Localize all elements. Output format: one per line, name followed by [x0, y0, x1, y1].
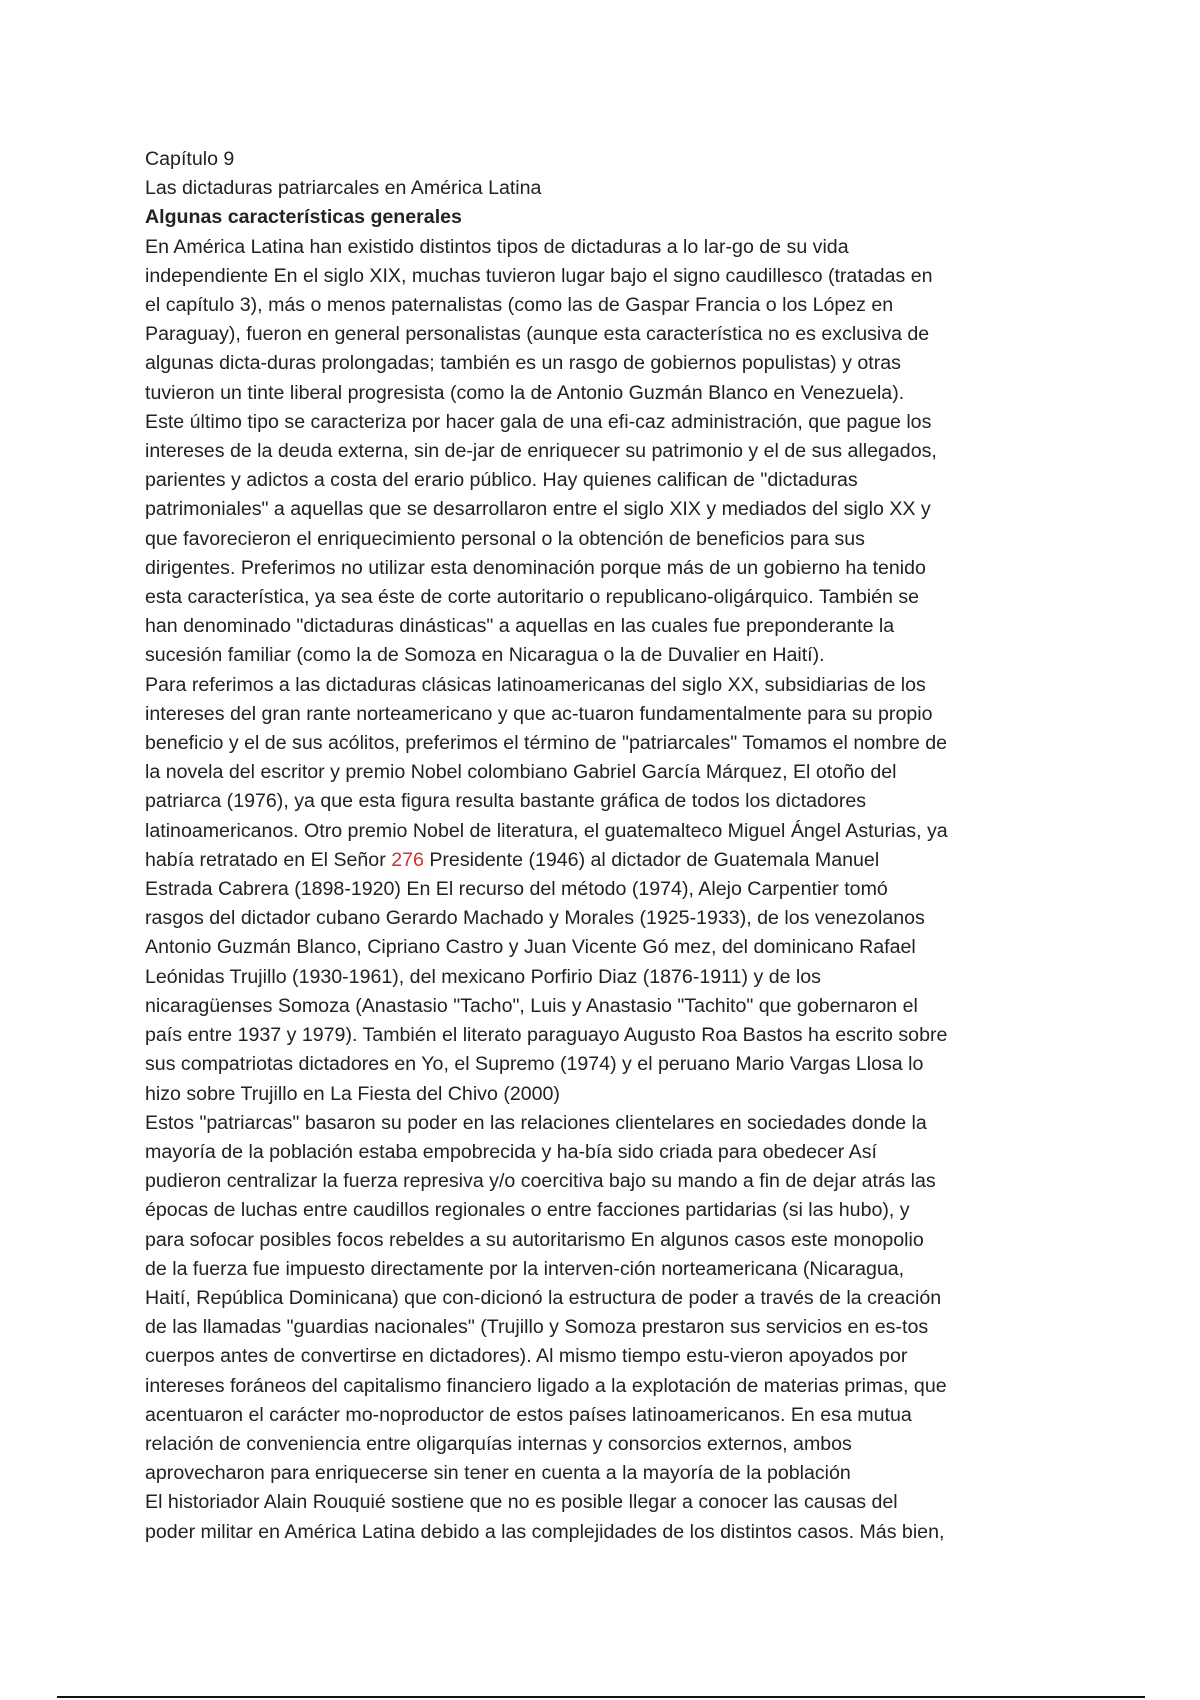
text-line-after-3: Antonio Guzmán Blanco, Cipriano Castro y Juan Vicente Gó mez, del dominicano Rafael: [145, 936, 916, 959]
chapter-label: Capítulo 9: [145, 148, 235, 170]
body-text-block-1: [145, 233, 1065, 846]
text-line-10: patrimoniales" a aquellas que se desarrollaron entre el siglo XIX y mediados del siglo XX y: [145, 498, 931, 521]
text-line-page-ref: [145, 846, 1065, 875]
text-line-21: latinoamericanos. Otro premio Nobel de literatura, el guatemalteco Miguel Ángel Asturias, ya: [145, 819, 948, 842]
text-line-5: algunas dicta-duras prolongadas; también es un rasgo de gobiernos populistas) y otras: [145, 352, 901, 375]
text-line-7: Este último tipo se caracteriza por hacer gala de una efi-caz administración, que pague los: [145, 410, 932, 433]
text-line-19: la novela del escritor y premio Nobel colombiano Gabriel García Márquez, El otoño del: [145, 761, 897, 784]
text-line-18: beneficio y el de sus acólitos, preferimos el término de "patriarcales" Tomamos el nombre de: [145, 732, 948, 755]
text-line-page-ref-after: Presidente (1946) al dictador de Guatemala Manuel: [423, 848, 880, 871]
text-line-after-19: acentuaron el carácter mo-noproductor de estos países latinoamericanos. En esa mutua: [145, 1403, 912, 1426]
chapter-title: Las dictaduras patriarcales en América Latina: [145, 177, 542, 200]
text-line-after-7: sus compatriotas dictadores en Yo, el Supremo (1974) y el peruano Mario Vargas Llosa lo: [145, 1053, 924, 1076]
body-text-block-2: [145, 875, 1065, 1547]
text-line-13: esta característica, ya sea éste de corte autoritario o republicano-oligárquico. También se: [145, 586, 920, 609]
text-line-11: que favorecieron el enriquecimiento personal o la obtención de beneficios para sus: [145, 527, 865, 550]
text-line-after-21: aprovecharon para enriquecerse sin tener en cuenta a la mayoría de la población: [145, 1462, 851, 1485]
text-line-after-16: de las llamadas "guardias nacionales" (Trujillo y Somoza prestaron sus servicios en es-tos: [145, 1316, 929, 1339]
document-body: [145, 145, 1065, 1547]
text-line-after-13: para sofocar posibles focos rebeldes a su autoritarismo En algunos casos este monopolio: [145, 1228, 924, 1251]
text-line-after-12: épocas de luchas entre caudillos regionales o entre facciones partidarias (si las hubo), y: [145, 1199, 910, 1222]
text-line-after-2: rasgos del dictador cubano Gerardo Machado y Morales (1925-1933), de los venezolanos: [145, 907, 925, 930]
text-line-after-18: intereses foráneos del capitalismo financiero ligado a la explotación de materias primas, que: [145, 1374, 947, 1397]
text-line-14: han denominado "dictaduras dinásticas" a aquellas en las cuales fue preponderante la: [145, 615, 895, 638]
text-line-4: Paraguay), fueron en general personalistas (aunque esta característica no es exclusiva de: [145, 323, 930, 346]
section-heading: Algunas características generales: [145, 206, 462, 229]
text-line-after-8: hizo sobre Trujillo en La Fiesta del Chivo (2000): [145, 1082, 560, 1105]
text-line-after-9: Estos "patriarcas" basaron su poder en las relaciones clientelares en sociedades donde la: [145, 1111, 927, 1134]
text-line-8: intereses de la deuda externa, sin de-jar de enriquecer su patrimonio y el de sus allegados,: [145, 440, 937, 463]
text-line-after-10: mayoría de la población estaba empobrecida y ha-bía sido criada para obedecer Así: [145, 1140, 877, 1163]
text-line-after-22: El historiador Alain Rouquié sostiene que no es posible llegar a conocer las causas del: [145, 1491, 898, 1514]
text-line-20: patriarca (1976), ya que esta figura resulta bastante gráfica de todos los dictadores: [145, 790, 867, 813]
text-line-after-4: Leónidas Trujillo (1930-1961), del mexicano Porfirio Diaz (1876-1911) y de los: [145, 965, 821, 988]
text-line-2: independiente En el siglo XIX, muchas tuvieron lugar bajo el signo caudillesco (tratadas en: [145, 264, 933, 287]
text-line-after-14: de la fuerza fue impuesto directamente por la interven-ción norteamericana (Nicaragua,: [145, 1257, 905, 1280]
text-line-after-1: Estrada Cabrera (1898-1920) En El recurso del método (1974), Alejo Carpentier tomó: [145, 878, 888, 901]
text-line-after-6: país entre 1937 y 1979). También el literato paraguayo Augusto Roa Bastos ha escrito sobre: [145, 1024, 948, 1047]
text-line-after-23: poder militar en América Latina debido a las complejidades de los distintos casos. Más bien,: [145, 1520, 945, 1543]
text-line-after-15: Haití, República Dominicana) que con-dicionó la estructura de poder a través de la creación: [145, 1286, 942, 1309]
text-line-9: parientes y adictos a costa del erario público. Hay quienes califican de "dictaduras: [145, 469, 858, 492]
text-line-after-20: relación de conveniencia entre oligarquías internas y consorcios externos, ambos: [145, 1432, 852, 1455]
text-line-16: Para referimos a las dictaduras clásicas latinoamericanas del siglo XX, subsidiarias de los: [145, 673, 926, 696]
text-line-after-11: pudieron centralizar la fuerza represiva y/o coercitiva bajo su mando a fin de dejar atrás las: [145, 1170, 936, 1193]
text-line-after-17: cuerpos antes de convertirse en dictadores). Al mismo tiempo estu-vieron apoyados por: [145, 1345, 908, 1368]
text-line-17: intereses del gran rante norteamericano y que ac-tuaron fundamentalmente para su propio: [145, 702, 933, 725]
text-line-1: En América Latina han existido distintos tipos de dictaduras a lo lar-go de su vida: [145, 235, 849, 258]
text-line-12: dirigentes. Preferimos no utilizar esta denominación porque más de un gobierno ha tenido: [145, 556, 926, 579]
footer-rule: [57, 1696, 1145, 1698]
text-line-page-ref-before: había retratado en El Señor: [145, 848, 392, 871]
page-number-marker: 276: [391, 848, 424, 871]
text-line-after-5: nicaragüenses Somoza (Anastasio "Tacho", Luis y Anastasio "Tachito" que gobernaron el: [145, 994, 918, 1017]
text-line-3: el capítulo 3), más o menos paternalistas (como las de Gaspar Francia o los López en: [145, 294, 894, 317]
text-line-15: sucesión familiar (como la de Somoza en Nicaragua o la de Duvalier en Haití).: [145, 644, 825, 667]
text-line-6: tuvieron un tinte liberal progresista (como la de Antonio Guzmán Blanco en Venezuela).: [145, 381, 905, 404]
